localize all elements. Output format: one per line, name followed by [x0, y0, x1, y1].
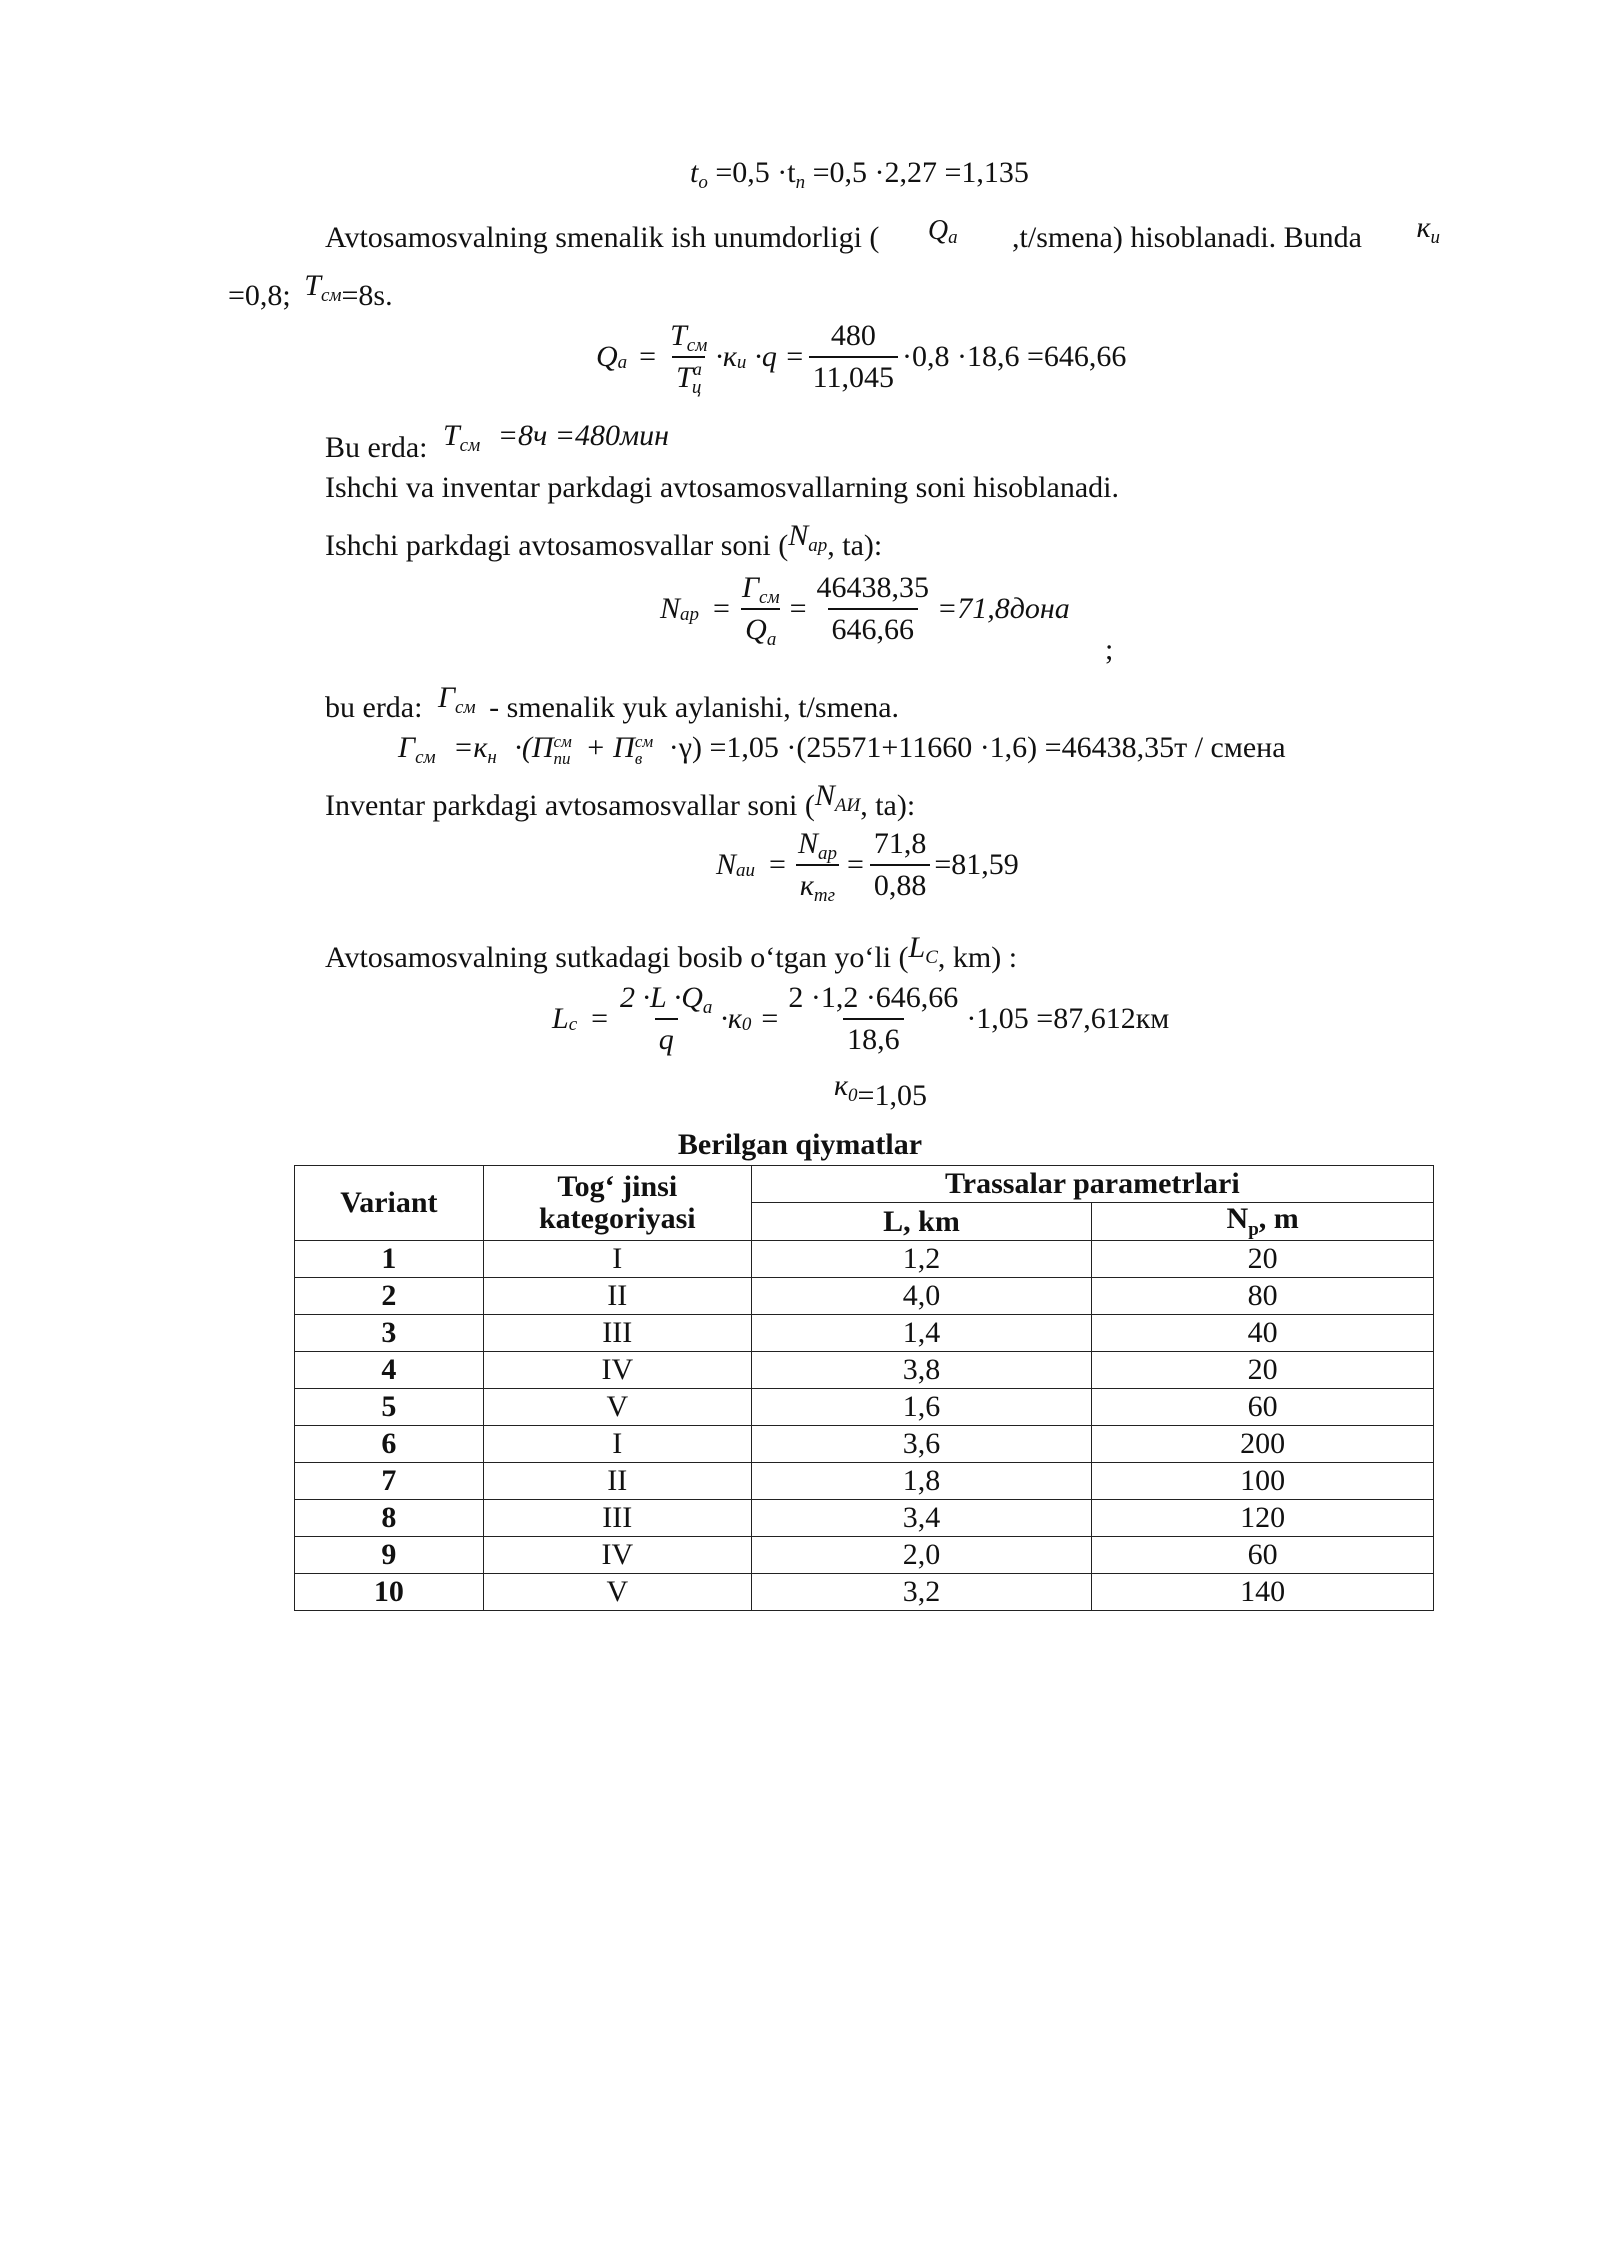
cell-category: I	[483, 1425, 751, 1462]
formula-subscript: см	[415, 747, 436, 768]
formula-k0	[834, 1069, 927, 1114]
formula-text: =8ч =480мин	[497, 419, 670, 452]
fraction-symbolic	[616, 980, 716, 1058]
cell-category: V	[483, 1573, 751, 1610]
formula-text: ·к	[715, 340, 737, 373]
line-bu-erda-gsm	[325, 680, 900, 724]
formula-symbol: L	[908, 931, 926, 964]
formula-symbol: Q	[596, 340, 618, 373]
formula-subscript: a	[766, 629, 777, 650]
formula-subscript: c	[568, 1013, 578, 1035]
fraction-denominator: 646,66	[828, 608, 919, 648]
formula-symbol: Q	[927, 215, 949, 246]
formula-text: =81,59	[934, 848, 1019, 881]
formula-subscript: и	[1430, 227, 1440, 248]
formula-subscript: 0	[741, 1013, 752, 1035]
formula-subscript: пи	[553, 749, 571, 769]
cell-L: 1,2	[751, 1240, 1092, 1277]
formula-text: + П	[585, 731, 635, 764]
table-row	[295, 1314, 1434, 1351]
cell-L: 1,8	[751, 1462, 1092, 1499]
fraction-numerator: 46438,35	[816, 571, 929, 604]
cell-category: II	[483, 1277, 751, 1314]
formula-qa	[596, 318, 1126, 396]
cell-category: III	[483, 1499, 751, 1536]
formula-semicolon: ;	[1105, 633, 1114, 666]
formula-subscript: н	[487, 747, 497, 768]
formula-text: =	[591, 1002, 609, 1035]
paragraph-productivity	[325, 211, 1440, 256]
cell-Np: 60	[1092, 1388, 1434, 1425]
cell-Np: 200	[1092, 1425, 1434, 1462]
cell-category: III	[483, 1314, 751, 1351]
fraction-symbolic	[794, 826, 841, 904]
fraction-numeric	[809, 318, 898, 396]
formula-text: =0,5 ·t	[715, 156, 796, 189]
header-Np	[1092, 1203, 1434, 1241]
paragraph-text: , km) :	[937, 941, 1018, 974]
formula-text: =	[761, 1002, 779, 1035]
formula-subscript: в	[634, 749, 643, 769]
cell-L: 3,6	[751, 1425, 1092, 1462]
formula-subscript: см	[459, 435, 481, 456]
formula-symbol: N	[788, 519, 809, 552]
formula-text: =	[789, 592, 807, 625]
cell-variant: 6	[295, 1425, 484, 1462]
paragraph-text: - smenalik yuk aylanishi, t/smena.	[489, 691, 900, 724]
paragraph-text: Ishchi va inventar parkdagi avtosamosvallarning soni hisoblanadi.	[325, 471, 1119, 504]
formula-symbol: T	[670, 319, 687, 352]
header-category-line1: Tog‘ jinsi	[557, 1170, 678, 1204]
formula-subscript: ц	[691, 377, 702, 398]
formula-superscript: a	[692, 359, 702, 379]
formula-subscript: и	[736, 351, 747, 373]
formula-symbol: N	[797, 827, 818, 860]
line-ishchi-park	[325, 518, 883, 562]
formula-text: ·γ) =1,05 ·(25571+11660 ·1,6) =46438,35т / смена	[668, 731, 1286, 764]
cell-variant: 9	[295, 1536, 484, 1573]
table-row	[295, 1425, 1434, 1462]
fraction-numeric	[870, 826, 931, 904]
table-row	[295, 1536, 1434, 1573]
formula-symbol: Г	[398, 731, 416, 764]
header-params: Trassalar parametrlari	[751, 1166, 1433, 1203]
line-bu-erda-tsm	[325, 418, 670, 464]
formula-symbol: к	[834, 1069, 849, 1102]
formula-symbol: T	[442, 419, 460, 452]
formula-subscript: a	[948, 227, 958, 248]
formula-text: =71,8дона	[937, 592, 1070, 625]
formula-subscript: a	[702, 997, 713, 1018]
fraction-time	[666, 318, 711, 396]
cell-Np: 20	[1092, 1351, 1434, 1388]
cell-category: IV	[483, 1351, 751, 1388]
formula-symbol: к	[1416, 211, 1431, 244]
formula-symbol: Г	[437, 681, 456, 714]
formula-symbol: 2 ·L ·Q	[620, 981, 703, 1014]
cell-L: 1,4	[751, 1314, 1092, 1351]
cell-Np: 40	[1092, 1314, 1434, 1351]
paragraph-productivity-line2	[228, 269, 393, 314]
formula-superscript: см	[553, 732, 572, 752]
formula-text: ·1,05 =87,612км	[966, 1002, 1170, 1035]
fraction-denominator: 0,88	[870, 864, 931, 904]
formula-symbol: Г	[741, 571, 760, 604]
cell-L: 2,0	[751, 1536, 1092, 1573]
formula-subscript: см	[455, 697, 476, 718]
fraction-numeric	[813, 570, 934, 648]
cell-Np: 120	[1092, 1499, 1434, 1536]
table-row	[295, 1499, 1434, 1536]
cell-category: V	[483, 1388, 751, 1425]
line-inventar-park	[325, 778, 916, 822]
cell-Np: 140	[1092, 1573, 1434, 1610]
formula-subscript: см	[320, 285, 342, 306]
header-L: L, km	[751, 1203, 1092, 1241]
formula-subscript: a	[617, 351, 628, 373]
cell-variant: 4	[295, 1351, 484, 1388]
cell-Np: 60	[1092, 1536, 1434, 1573]
table-row	[295, 1351, 1434, 1388]
paragraph-text: Ishchi parkdagi avtosamosvallar soni (	[325, 529, 789, 562]
formula-text: =	[846, 848, 864, 881]
formula-lc	[552, 980, 1169, 1058]
formula-subscript: o	[698, 172, 708, 193]
formula-symbol: Q	[745, 613, 767, 646]
formula-subscript: АИ	[834, 795, 861, 816]
fraction-denominator: 11,045	[809, 356, 898, 396]
formula-subscript: 0	[848, 1085, 858, 1106]
paragraph-text: =8s.	[341, 279, 393, 312]
table-body	[295, 1240, 1434, 1610]
table-caption: Berilgan qiymatlar	[677, 1128, 923, 1161]
header-category	[483, 1166, 751, 1241]
formula-text: ·(П	[514, 731, 554, 764]
formula-symbol: T	[676, 361, 693, 394]
formula-subscript: ар	[680, 603, 700, 625]
formula-subscript: тг	[813, 885, 836, 906]
header-variant: Variant	[295, 1166, 484, 1241]
table-row	[295, 1388, 1434, 1425]
cell-variant: 1	[295, 1240, 484, 1277]
cell-L: 3,4	[751, 1499, 1092, 1536]
cell-Np: 80	[1092, 1277, 1434, 1314]
cell-variant: 3	[295, 1314, 484, 1351]
cell-variant: 7	[295, 1462, 484, 1499]
formula-subscript: аи	[736, 859, 756, 881]
formula-text: =	[639, 340, 657, 373]
cell-variant: 10	[295, 1573, 484, 1610]
formula-symbol: N	[716, 848, 737, 881]
formula-text: ·0,8 ·18,6 =646,66	[902, 340, 1127, 373]
formula-symbol: N	[814, 779, 835, 812]
formula-text: ·q =	[754, 340, 805, 373]
parameters-table	[294, 1165, 1434, 1611]
fraction-symbolic	[738, 570, 784, 648]
formula-to	[690, 155, 1029, 191]
paragraph-text: , ta):	[827, 529, 883, 562]
cell-L: 1,6	[751, 1388, 1092, 1425]
formula-subscript: см	[759, 587, 780, 608]
paragraph-text: Inventar parkdagi avtosamosvallar soni (	[325, 789, 815, 822]
formula-subscript: ар	[808, 535, 828, 556]
table-row	[295, 1573, 1434, 1610]
paragraph-text: bu erda:	[325, 691, 423, 724]
table-row	[295, 1277, 1434, 1314]
formula-text: =к	[453, 731, 488, 764]
header-Np-unit: , m	[1258, 1202, 1299, 1235]
header-Np-subscript: p	[1248, 1219, 1259, 1240]
cell-L: 3,2	[751, 1573, 1092, 1610]
paragraph-text: =0,8;	[228, 279, 291, 312]
formula-subscript: см	[686, 335, 708, 356]
formula-symbol: к	[799, 869, 814, 902]
cell-variant: 5	[295, 1388, 484, 1425]
table-row	[295, 1240, 1434, 1277]
cell-Np: 20	[1092, 1240, 1434, 1277]
paragraph-text: ,t/smena) hisoblanadi. Bunda	[1012, 221, 1362, 254]
formula-text: =0,5 ·2,27 =1,135	[812, 156, 1029, 189]
fraction-denominator: 18,6	[843, 1018, 904, 1058]
formula-subscript: C	[925, 947, 938, 968]
formula-text: =	[713, 592, 730, 625]
formula-nai	[716, 826, 1019, 904]
fraction-numerator: 71,8	[873, 827, 927, 860]
cell-L: 4,0	[751, 1277, 1092, 1314]
cell-variant: 8	[295, 1499, 484, 1536]
cell-L: 3,8	[751, 1351, 1092, 1388]
formula-text: =1,05	[857, 1079, 927, 1112]
formula-subscript: ар	[817, 843, 837, 864]
formula-symbol: L	[552, 1002, 569, 1035]
formula-nar	[660, 570, 1070, 648]
header-Np-symbol: N	[1226, 1202, 1249, 1235]
cell-Np: 100	[1092, 1462, 1434, 1499]
formula-superscript: см	[634, 732, 654, 752]
formula-gsm	[398, 730, 1286, 767]
paragraph-text: , ta):	[860, 789, 916, 822]
paragraph-text: Bu erda:	[325, 431, 428, 464]
fraction-numerator: 2 ·1,2 ·646,66	[788, 981, 959, 1014]
fraction-denominator: q	[655, 1018, 678, 1058]
fraction-numerator: 480	[830, 319, 876, 352]
header-category-line2: kategoriyasi	[538, 1201, 696, 1235]
formula-subscript: п	[795, 172, 806, 193]
line-sutka	[325, 930, 1018, 974]
formula-text: =	[769, 848, 786, 881]
formula-symbol: N	[660, 592, 681, 625]
cell-category: I	[483, 1240, 751, 1277]
fraction-numeric	[784, 980, 962, 1058]
table-row	[295, 1462, 1434, 1499]
paragraph-text: Avtosamosvalning sutkadagi bosib o‘tgan yo‘li (	[325, 941, 909, 974]
cell-category: II	[483, 1462, 751, 1499]
cell-variant: 2	[295, 1277, 484, 1314]
cell-category: IV	[483, 1536, 751, 1573]
paragraph-text: Avtosamosvalning smenalik ish unumdorligi (	[325, 221, 880, 254]
formula-symbol: t	[690, 156, 699, 189]
formula-text: ·к	[720, 1002, 742, 1035]
formula-symbol: T	[304, 269, 321, 302]
